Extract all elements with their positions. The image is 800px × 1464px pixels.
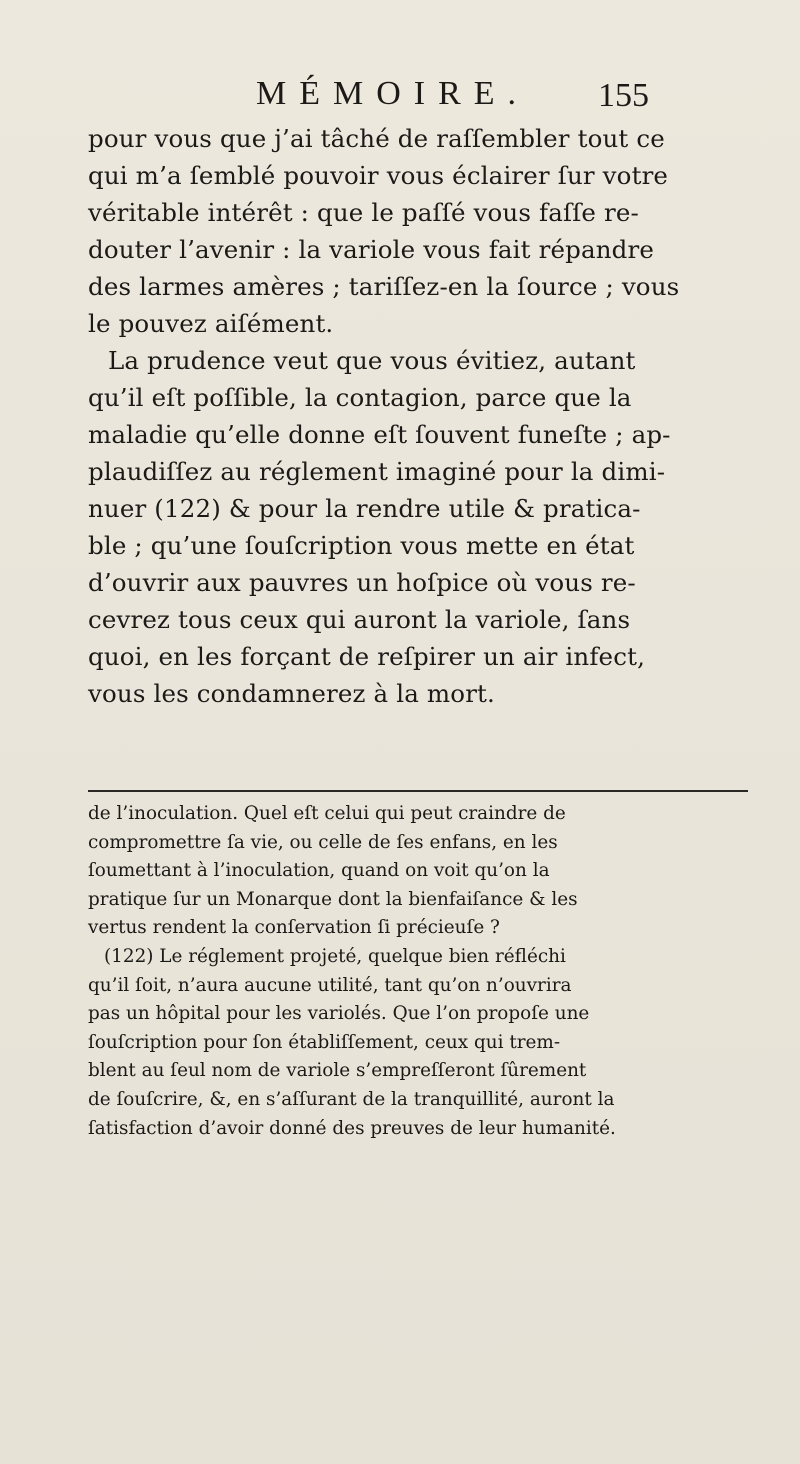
text-line: ble ; qu’une ſouſcription vous mette en état bbox=[88, 531, 635, 560]
footnote-line: vertus rendent la conſervation ſi précieuſe ? bbox=[88, 917, 500, 939]
footnote-line: pas un hôpital pour les variolés. Que l’on propoſe une bbox=[88, 1003, 590, 1025]
text-line: plaudiſſez au réglement imaginé pour la dimi- bbox=[88, 457, 666, 486]
text-line: quoi, en les forçant de reſpirer un air infect, bbox=[88, 642, 646, 671]
footnote-line: compromettre ſa vie, ou celle de ſes enfans, en les bbox=[88, 831, 558, 853]
text-line: le pouvez aiſément. bbox=[88, 309, 334, 338]
footnote-line: de ſouſcrire, &, en s’aſſurant de la tranquillité, auront la bbox=[88, 1088, 615, 1110]
main-text-block bbox=[88, 120, 748, 712]
footnote-line: pratique ſur un Monarque dont la bienfaiſance & les bbox=[88, 888, 578, 910]
text-line: vous les condamnerez à la mort. bbox=[88, 679, 495, 708]
text-line: d’ouvrir aux pauvres un hoſpice où vous re- bbox=[88, 568, 636, 597]
text-line: qui m’a ſemblé pouvoir vous éclairer ſur votre bbox=[88, 161, 669, 190]
footnote-line: ſoumettant à l’inoculation, quand on voit qu’on la bbox=[88, 860, 550, 882]
footnote-line: (122) Le réglement projeté, quelque bien réfléchi bbox=[104, 945, 566, 967]
text-line: qu’il eſt poſſible, la contagion, parce que la bbox=[88, 383, 632, 412]
text-line: pour vous que j’ai tâché de raſſembler tout ce bbox=[88, 124, 665, 153]
text-line: cevrez tous ceux qui auront la variole, ſans bbox=[88, 605, 631, 634]
footnote-line: qu’il ſoit, n’aura aucune utilité, tant qu’on n’ouvrira bbox=[88, 974, 572, 996]
footnote-block bbox=[88, 800, 748, 1143]
footnote-rule bbox=[88, 790, 748, 792]
running-title: MÉMOIRE. bbox=[256, 75, 530, 112]
footnote-line: ſatisfaction d’avoir donné des preuves de leur humanité. bbox=[88, 1117, 616, 1139]
text-line: maladie qu’elle donne eſt ſouvent funeſte ; ap- bbox=[88, 420, 671, 449]
text-line: douter l’avenir : la variole vous fait répandre bbox=[88, 235, 654, 264]
text-line: La prudence veut que vous évitiez, autant bbox=[108, 346, 636, 375]
page-header bbox=[0, 72, 800, 116]
footnote-line: blent au ſeul nom de variole s’empreſſeront ſûrement bbox=[88, 1060, 587, 1082]
text-line: nuer (122) & pour la rendre utile & pratica- bbox=[88, 494, 641, 523]
text-line: des larmes amères ; tariſſez-en la ſource ; vous bbox=[88, 272, 680, 301]
text-line: véritable intérêt : que le paſſé vous faſſe re- bbox=[88, 198, 639, 227]
footnote-line: ſouſcription pour ſon établiſſement, ceux qui trem- bbox=[88, 1031, 561, 1053]
page-number: 155 bbox=[598, 77, 649, 114]
footnote-line: de l’inoculation. Quel eſt celui qui peut craindre de bbox=[88, 803, 566, 824]
